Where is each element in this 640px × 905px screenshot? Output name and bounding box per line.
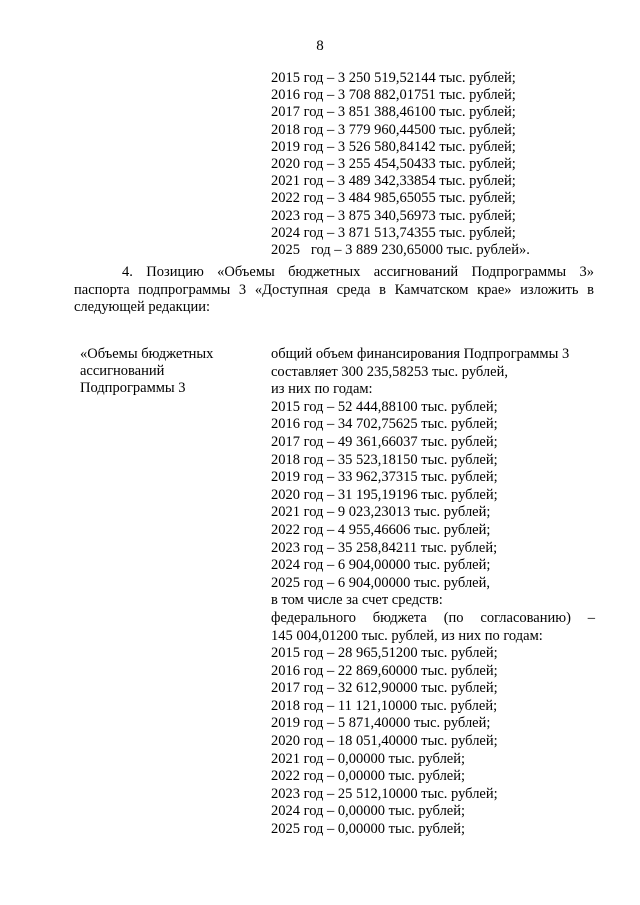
cell-line: 2019 год – 33 962,37315 тыс. рублей;: [271, 469, 498, 486]
paragraph-line: следующей редакции:: [74, 299, 211, 316]
cell-line: 2025 год – 6 904,00000 тыс. рублей,: [271, 574, 491, 591]
cell-line: общий объем финансирования Подпрограммы 3: [271, 346, 570, 362]
paragraph-line: паспорта подпрограммы 3 «Доступная среда в Камчатском крае» изложить в: [74, 281, 594, 298]
table-left-cell: [80, 346, 260, 398]
cell-line: 2020 год – 31 195,19196 тыс. рублей;: [271, 486, 498, 503]
list-item: 2024 год – 3 871 513,74355 тыс. рублей;: [271, 224, 516, 241]
list-item: 2021 год – 3 489 342,33854 тыс. рублей;: [271, 173, 516, 190]
cell-line: из них по годам:: [271, 381, 373, 398]
list-item: 2025 год – 3 889 230,65000 тыс. рублей».: [271, 241, 530, 258]
cell-line: 145 004,01200 тыс. рублей, из них по годам:: [271, 627, 543, 644]
cell-line: 2022 год – 0,00000 тыс. рублей;: [271, 768, 466, 785]
cell-line: составляет 300 235,58253 тыс. рублей,: [271, 363, 508, 380]
cell-line: ассигнований: [80, 363, 165, 380]
cell-line: 2023 год – 35 258,84211 тыс. рублей;: [271, 539, 498, 556]
cell-line: 2015 год – 52 444,88100 тыс. рублей;: [271, 398, 498, 415]
cell-line: 2021 год – 0,00000 тыс. рублей;: [271, 750, 466, 767]
cell-line: 2016 год – 34 702,75625 тыс. рублей;: [271, 416, 498, 433]
list-item: 2023 год – 3 875 340,56973 тыс. рублей;: [271, 207, 516, 224]
list-item: 2019 год – 3 526 580,84142 тыс. рублей;: [271, 138, 516, 155]
previous-funding-list: [271, 70, 591, 259]
cell-line: 2019 год – 5 871,40000 тыс. рублей;: [271, 715, 491, 732]
cell-line: 2017 год – 49 361,66037 тыс. рублей;: [271, 433, 498, 450]
cell-line: 2018 год – 35 523,18150 тыс. рублей;: [271, 451, 498, 468]
cell-line: 2025 год – 0,00000 тыс. рублей;: [271, 821, 466, 838]
list-item: 2015 год – 3 250 519,52144 тыс. рублей;: [271, 70, 516, 86]
cell-line: 2022 год – 4 955,46606 тыс. рублей;: [271, 521, 491, 538]
cell-line: 2015 год – 28 965,51200 тыс. рублей;: [271, 645, 498, 662]
cell-line: в том числе за счет средств:: [271, 592, 443, 609]
cell-line: 2020 год – 18 051,40000 тыс. рублей;: [271, 733, 498, 750]
cell-line: 2023 год – 25 512,10000 тыс. рублей;: [271, 785, 498, 802]
list-item: 2016 год – 3 708 882,01751 тыс. рублей;: [271, 87, 516, 104]
table-right-cell: [271, 346, 595, 839]
paragraph-line: 4. Позицию «Объемы бюджетных ассигнований Подпрограммы 3»: [122, 264, 594, 280]
list-item: 2020 год – 3 255 454,50433 тыс. рублей;: [271, 155, 516, 172]
cell-line: 2021 год – 9 023,23013 тыс. рублей;: [271, 504, 491, 521]
list-item: 2018 год – 3 779 960,44500 тыс. рублей;: [271, 121, 516, 138]
cell-line: Подпрограммы 3: [80, 380, 186, 397]
page-number: 8: [316, 38, 324, 54]
cell-line: 2018 год – 11 121,10000 тыс. рублей;: [271, 697, 498, 714]
list-item: 2017 год – 3 851 388,46100 тыс. рублей;: [271, 104, 516, 121]
cell-line: 2024 год – 0,00000 тыс. рублей;: [271, 803, 466, 820]
amendment-paragraph: [74, 264, 594, 317]
cell-line: «Объемы бюджетных: [80, 346, 214, 362]
cell-line: 2016 год – 22 869,60000 тыс. рублей;: [271, 662, 498, 679]
cell-line: 2017 год – 32 612,90000 тыс. рублей;: [271, 680, 498, 697]
list-item: 2022 год – 3 484 985,65055 тыс. рублей;: [271, 190, 516, 207]
cell-line: федерального бюджета (по согласованию) –: [271, 609, 595, 626]
cell-line: 2024 год – 6 904,00000 тыс. рублей;: [271, 557, 491, 574]
